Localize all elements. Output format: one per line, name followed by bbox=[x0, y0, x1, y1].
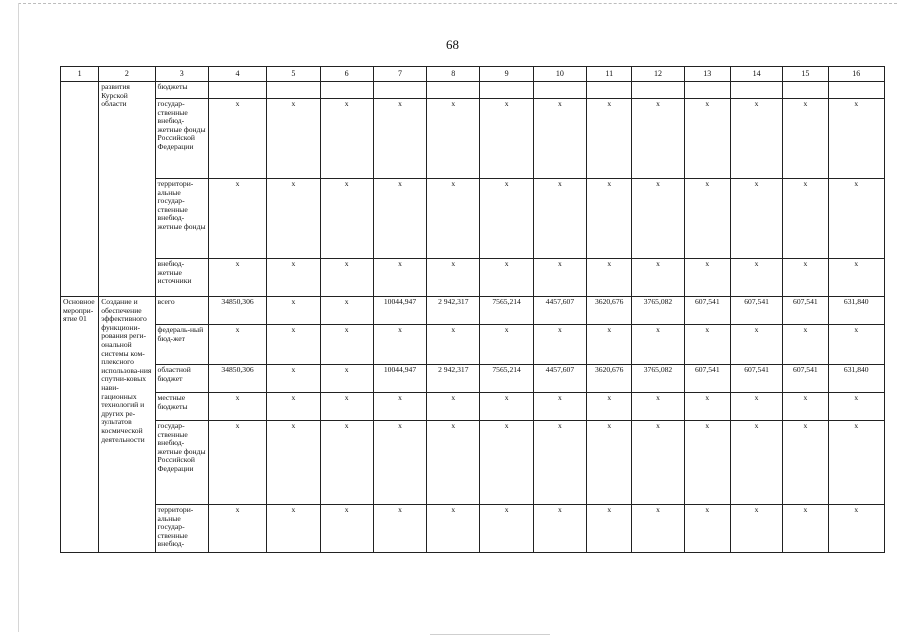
column-number: 6 bbox=[320, 67, 373, 82]
value-cell: x bbox=[783, 505, 828, 553]
value-cell: 3620,676 bbox=[587, 297, 632, 325]
value-cell: x bbox=[373, 259, 426, 297]
scan-left-edge bbox=[18, 3, 19, 632]
value-cell: x bbox=[208, 99, 266, 179]
value-cell bbox=[828, 82, 885, 99]
value-cell: x bbox=[320, 505, 373, 553]
value-cell: 607,541 bbox=[684, 365, 730, 393]
value-cell bbox=[373, 82, 426, 99]
value-cell: x bbox=[533, 99, 586, 179]
value-cell bbox=[533, 82, 586, 99]
column-number: 14 bbox=[730, 67, 782, 82]
table-row bbox=[61, 325, 885, 365]
value-cell: x bbox=[828, 325, 885, 365]
value-cell: x bbox=[828, 179, 885, 259]
column-number: 13 bbox=[684, 67, 730, 82]
value-cell: x bbox=[684, 259, 730, 297]
value-cell: x bbox=[480, 99, 533, 179]
value-cell: x bbox=[320, 421, 373, 505]
value-cell: 4457,607 bbox=[533, 297, 586, 325]
value-cell: 607,541 bbox=[783, 365, 828, 393]
value-cell: x bbox=[373, 421, 426, 505]
value-cell: 2 942,317 bbox=[427, 365, 480, 393]
column-number: 16 bbox=[828, 67, 885, 82]
value-cell: x bbox=[587, 179, 632, 259]
value-cell: x bbox=[533, 421, 586, 505]
funding-source-cell: бюджеты bbox=[155, 82, 208, 99]
funding-source-cell: государ-ственные внебюд-жетные фонды Российской Федерации bbox=[155, 421, 208, 505]
event-name-cell: Создание и обеспечение эффективного функциони-рования реги-ональной системы ком-плексного использова-ния спутни-ковых нави-гационных технологий и других ре-зультатов космической деятельности bbox=[99, 297, 155, 553]
value-cell: x bbox=[783, 259, 828, 297]
value-cell: 607,541 bbox=[730, 365, 782, 393]
value-cell: x bbox=[427, 421, 480, 505]
value-cell: x bbox=[480, 393, 533, 421]
value-cell: x bbox=[320, 325, 373, 365]
value-cell: x bbox=[783, 421, 828, 505]
column-number: 2 bbox=[99, 67, 155, 82]
value-cell: x bbox=[533, 259, 586, 297]
value-cell: x bbox=[267, 99, 320, 179]
value-cell: x bbox=[267, 259, 320, 297]
value-cell: x bbox=[320, 297, 373, 325]
value-cell: x bbox=[730, 99, 782, 179]
value-cell: x bbox=[587, 421, 632, 505]
value-cell: 3765,082 bbox=[632, 365, 684, 393]
value-cell: x bbox=[267, 505, 320, 553]
budget-table bbox=[60, 66, 885, 553]
value-cell: x bbox=[730, 421, 782, 505]
value-cell: x bbox=[684, 421, 730, 505]
value-cell: x bbox=[783, 393, 828, 421]
column-number: 8 bbox=[427, 67, 480, 82]
value-cell: x bbox=[267, 325, 320, 365]
value-cell: x bbox=[632, 393, 684, 421]
table-row bbox=[61, 421, 885, 505]
value-cell: x bbox=[828, 421, 885, 505]
value-cell: x bbox=[320, 365, 373, 393]
value-cell: x bbox=[267, 297, 320, 325]
value-cell: x bbox=[828, 393, 885, 421]
value-cell: x bbox=[587, 99, 632, 179]
value-cell: x bbox=[320, 393, 373, 421]
value-cell bbox=[208, 82, 266, 99]
value-cell bbox=[632, 82, 684, 99]
value-cell bbox=[587, 82, 632, 99]
value-cell: x bbox=[730, 393, 782, 421]
value-cell: x bbox=[373, 325, 426, 365]
value-cell: x bbox=[587, 325, 632, 365]
value-cell: x bbox=[208, 325, 266, 365]
value-cell: 34850,306 bbox=[208, 365, 266, 393]
value-cell: x bbox=[427, 393, 480, 421]
value-cell: x bbox=[730, 325, 782, 365]
column-number: 15 bbox=[783, 67, 828, 82]
value-cell: x bbox=[684, 99, 730, 179]
value-cell: x bbox=[632, 99, 684, 179]
column-number: 5 bbox=[267, 67, 320, 82]
event-code-cell: Основное меропри-ятие 01 bbox=[61, 297, 99, 553]
value-cell: x bbox=[267, 179, 320, 259]
value-cell: x bbox=[480, 421, 533, 505]
value-cell: 607,541 bbox=[783, 297, 828, 325]
value-cell: x bbox=[427, 505, 480, 553]
scan-top-edge bbox=[18, 3, 897, 4]
value-cell: x bbox=[373, 99, 426, 179]
value-cell: x bbox=[587, 505, 632, 553]
table-row bbox=[61, 82, 885, 99]
value-cell: 631,840 bbox=[828, 365, 885, 393]
value-cell: x bbox=[208, 259, 266, 297]
value-cell: x bbox=[208, 505, 266, 553]
value-cell: 10044,947 bbox=[373, 365, 426, 393]
value-cell: x bbox=[828, 505, 885, 553]
funding-source-cell: всего bbox=[155, 297, 208, 325]
value-cell: x bbox=[632, 325, 684, 365]
funding-source-cell: областной бюджет bbox=[155, 365, 208, 393]
value-cell: 631,840 bbox=[828, 297, 885, 325]
event-name-cell: развития Курской области bbox=[99, 82, 155, 297]
value-cell: x bbox=[632, 421, 684, 505]
value-cell: x bbox=[480, 505, 533, 553]
page-number: 68 bbox=[446, 37, 459, 52]
value-cell: x bbox=[783, 99, 828, 179]
value-cell: x bbox=[267, 421, 320, 505]
value-cell: x bbox=[320, 179, 373, 259]
value-cell: x bbox=[267, 365, 320, 393]
value-cell bbox=[684, 82, 730, 99]
value-cell: x bbox=[632, 259, 684, 297]
value-cell: x bbox=[730, 505, 782, 553]
value-cell: 7565,214 bbox=[480, 365, 533, 393]
table-row bbox=[61, 393, 885, 421]
value-cell: 4457,607 bbox=[533, 365, 586, 393]
column-number: 7 bbox=[373, 67, 426, 82]
value-cell: 3765,082 bbox=[632, 297, 684, 325]
value-cell: x bbox=[480, 259, 533, 297]
value-cell: x bbox=[587, 393, 632, 421]
value-cell: x bbox=[533, 505, 586, 553]
value-cell: x bbox=[480, 325, 533, 365]
scan-bottom-mark bbox=[430, 634, 550, 635]
value-cell: 607,541 bbox=[730, 297, 782, 325]
column-number: 12 bbox=[632, 67, 684, 82]
column-number-row bbox=[61, 67, 885, 82]
table-row bbox=[61, 99, 885, 179]
value-cell bbox=[427, 82, 480, 99]
value-cell: 10044,947 bbox=[373, 297, 426, 325]
value-cell: x bbox=[587, 259, 632, 297]
value-cell: 34850,306 bbox=[208, 297, 266, 325]
funding-source-cell: государ-ственные внебюд-жетные фонды Российской Федерации bbox=[155, 99, 208, 179]
funding-source-cell: местные бюджеты bbox=[155, 393, 208, 421]
value-cell: x bbox=[480, 179, 533, 259]
value-cell bbox=[267, 82, 320, 99]
value-cell: x bbox=[533, 393, 586, 421]
column-number: 10 bbox=[533, 67, 586, 82]
value-cell: x bbox=[632, 179, 684, 259]
table-row bbox=[61, 297, 885, 325]
value-cell: x bbox=[684, 179, 730, 259]
value-cell: x bbox=[684, 325, 730, 365]
column-number: 4 bbox=[208, 67, 266, 82]
value-cell: x bbox=[783, 325, 828, 365]
column-number: 9 bbox=[480, 67, 533, 82]
value-cell: x bbox=[427, 99, 480, 179]
value-cell: x bbox=[533, 179, 586, 259]
table-row bbox=[61, 365, 885, 393]
column-number: 11 bbox=[587, 67, 632, 82]
value-cell: x bbox=[208, 421, 266, 505]
funding-source-cell: территори-альные государ-ственные внебюд-жетные фонды bbox=[155, 179, 208, 259]
value-cell: x bbox=[427, 259, 480, 297]
funding-source-cell: внебюд-жетные источники bbox=[155, 259, 208, 297]
value-cell: x bbox=[208, 179, 266, 259]
funding-source-cell: территори-альные государ-ственные внебюд- bbox=[155, 505, 208, 553]
value-cell: x bbox=[427, 325, 480, 365]
value-cell: 3620,676 bbox=[587, 365, 632, 393]
column-number: 1 bbox=[61, 67, 99, 82]
value-cell bbox=[320, 82, 373, 99]
value-cell: x bbox=[730, 179, 782, 259]
funding-source-cell: федераль-ный бюд-жет bbox=[155, 325, 208, 365]
value-cell: x bbox=[427, 179, 480, 259]
event-code-cell bbox=[61, 82, 99, 297]
table-row bbox=[61, 505, 885, 553]
value-cell bbox=[480, 82, 533, 99]
value-cell: x bbox=[320, 99, 373, 179]
value-cell: 607,541 bbox=[684, 297, 730, 325]
value-cell: x bbox=[684, 393, 730, 421]
value-cell: 7565,214 bbox=[480, 297, 533, 325]
value-cell bbox=[783, 82, 828, 99]
value-cell: x bbox=[632, 505, 684, 553]
value-cell bbox=[730, 82, 782, 99]
value-cell: x bbox=[373, 179, 426, 259]
table-row bbox=[61, 179, 885, 259]
value-cell: x bbox=[783, 179, 828, 259]
value-cell: x bbox=[828, 99, 885, 179]
value-cell: x bbox=[730, 259, 782, 297]
value-cell: x bbox=[320, 259, 373, 297]
table-row bbox=[61, 259, 885, 297]
value-cell: x bbox=[684, 505, 730, 553]
value-cell: x bbox=[373, 393, 426, 421]
value-cell: x bbox=[533, 325, 586, 365]
value-cell: x bbox=[267, 393, 320, 421]
column-number: 3 bbox=[155, 67, 208, 82]
value-cell: x bbox=[828, 259, 885, 297]
value-cell: x bbox=[208, 393, 266, 421]
value-cell: 2 942,317 bbox=[427, 297, 480, 325]
value-cell: x bbox=[373, 505, 426, 553]
